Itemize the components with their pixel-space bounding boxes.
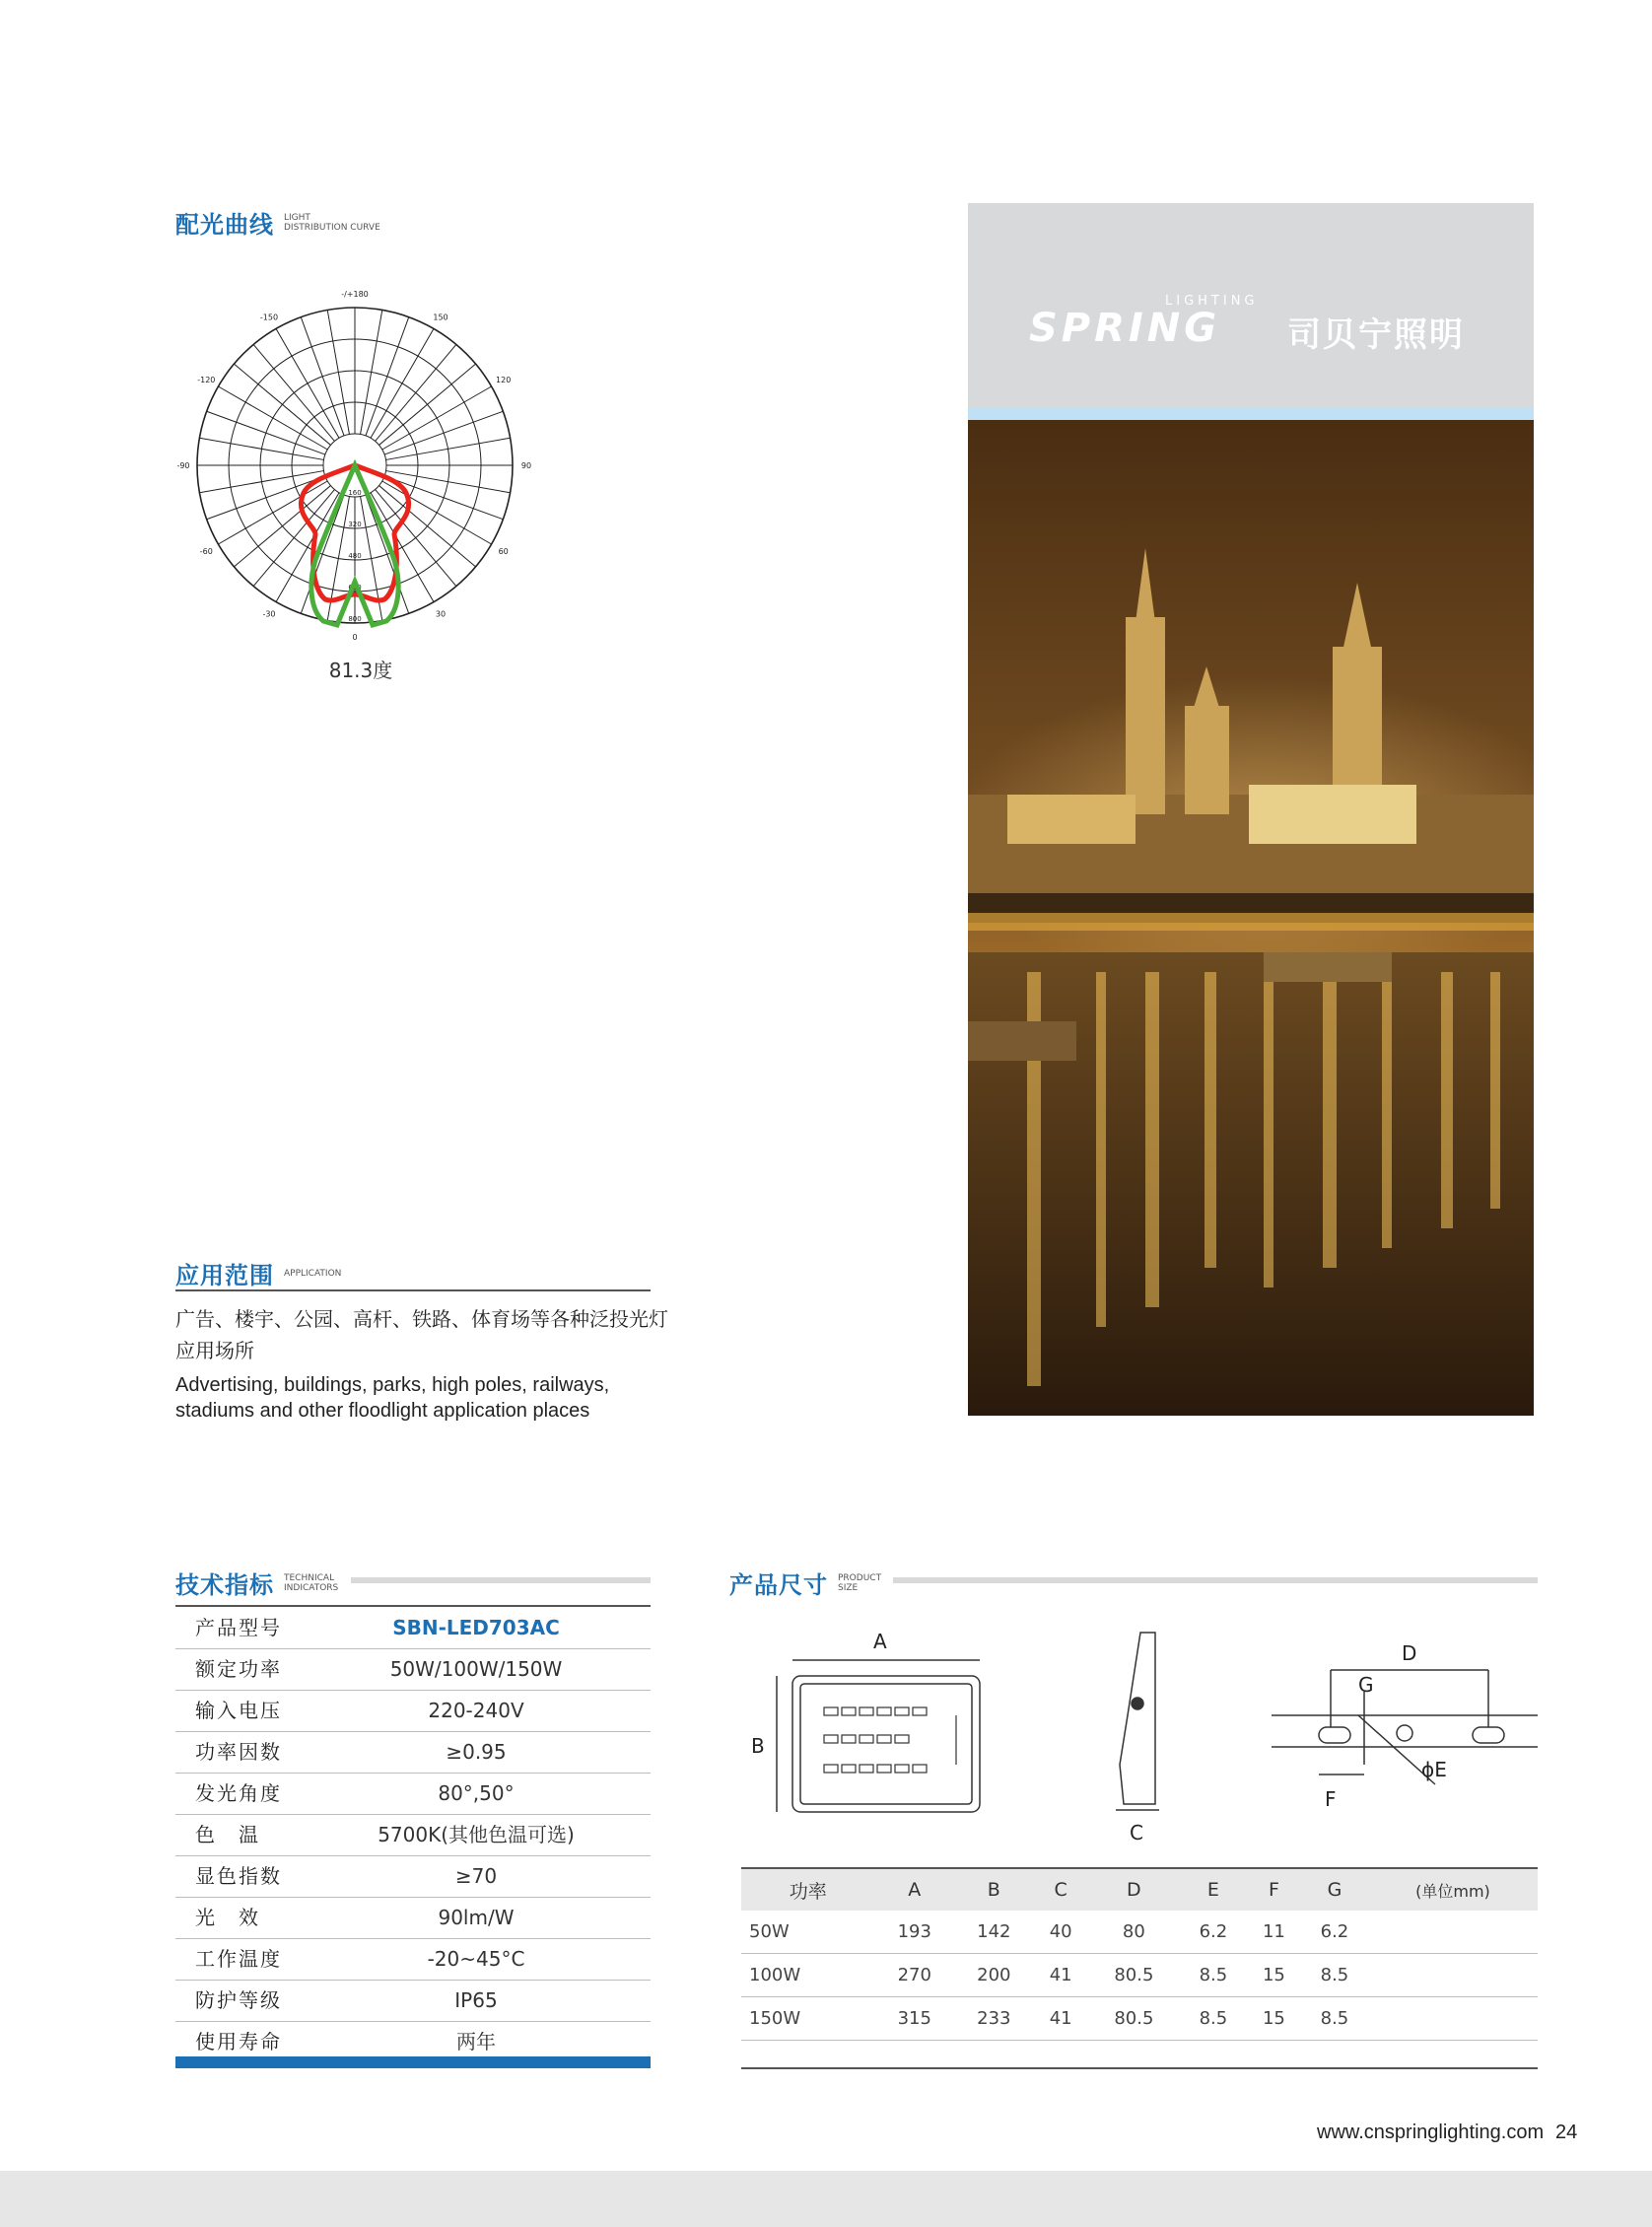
spec-row (175, 1773, 651, 1815)
spec-value: 220-240V (428, 1699, 524, 1722)
size-cell: 270 (874, 1954, 954, 1997)
polar-radial-label: 480 (348, 552, 362, 560)
beam-angle-label: 81.3度 (328, 659, 393, 682)
curve-title-cn: 配光曲线 (175, 211, 274, 239)
specs-section-title (175, 1566, 338, 1600)
size-cell: 80.5 (1088, 1954, 1180, 1997)
polar-spoke (384, 411, 503, 454)
polar-angle-label: -60 (199, 547, 213, 556)
polar-spoke (199, 438, 323, 459)
brand-sub: LIGHTING (1165, 294, 1259, 309)
size-section-title (729, 1566, 881, 1600)
polar-angle-label: 0 (352, 633, 358, 642)
size-title-en-1: PRODUCT (838, 1572, 882, 1583)
size-cell: 80.5 (1088, 1997, 1180, 2041)
spec-value: -20~45°C (427, 1947, 525, 1971)
size-cell: 100W (741, 1954, 874, 1997)
size-cell: 6.2 (1301, 1911, 1368, 1954)
polar-angle-label: 60 (498, 547, 509, 556)
application-divider (175, 1289, 651, 1291)
polar-distribution-chart (168, 286, 542, 661)
size-table-row (741, 1911, 1538, 1954)
size-cell: 50W (741, 1911, 874, 1954)
polar-spoke (207, 476, 325, 520)
spec-row (175, 1690, 651, 1732)
size-cell: 41 (1034, 1997, 1088, 2041)
spec-label: 色 温 (195, 1823, 260, 1846)
brand-header (968, 203, 1534, 408)
dim-label-c: C (1130, 1821, 1143, 1844)
polar-angle-label: -150 (259, 313, 279, 322)
specs-title-en-1: TECHNICAL (284, 1572, 335, 1583)
polar-angle-label: 30 (435, 609, 447, 619)
size-table-row (741, 1997, 1538, 2041)
polar-spoke (366, 317, 409, 436)
curve-title-en-1: LIGHT (284, 212, 310, 223)
application-section-title (175, 1256, 341, 1290)
size-cell: 8.5 (1301, 1997, 1368, 2041)
application-title-cn: 应用范围 (175, 1262, 274, 1289)
size-cell: 142 (954, 1911, 1034, 1954)
footer-bar (0, 2171, 1652, 2227)
application-text-en-line2: stadiums and other floodlight application places (175, 1400, 590, 1422)
specs-title-cn: 技术指标 (175, 1571, 274, 1599)
polar-spoke (207, 411, 325, 454)
spec-value: ≥0.95 (446, 1740, 507, 1764)
dim-label-d: D (1402, 1641, 1417, 1665)
polar-angle-label: -30 (262, 609, 276, 619)
size-cell: 6.2 (1180, 1911, 1247, 1954)
page-number: 24 (1555, 2122, 1578, 2143)
size-table-body (741, 1911, 1538, 2041)
city-night-photo (968, 420, 1534, 1416)
curve-section-title (175, 205, 380, 240)
polar-angle-label: -120 (197, 376, 216, 384)
size-header-cell: D (1088, 1869, 1180, 1911)
spec-row (175, 1938, 651, 1981)
size-cell-empty (1368, 1954, 1538, 1997)
size-cell: 15 (1247, 1997, 1301, 2041)
size-header-cell: F (1247, 1869, 1301, 1911)
brand-stripe (968, 408, 1534, 420)
size-cell: 8.5 (1180, 1954, 1247, 1997)
spec-label: 功率因数 (195, 1740, 282, 1764)
polar-angle-label: 120 (496, 376, 512, 384)
size-title-rule (893, 1577, 1538, 1583)
footer-url[interactable]: www.cnspringlighting.com (1317, 2122, 1545, 2143)
spec-label: 光 效 (195, 1906, 260, 1929)
size-cell: 80 (1088, 1911, 1180, 1954)
spec-value: 90lm/W (438, 1906, 515, 1929)
dim-label-b: B (751, 1734, 765, 1758)
brand-logo-name: SPRING (1029, 306, 1221, 351)
dim-label-e: ϕE (1421, 1758, 1447, 1781)
size-header-cell: 功率 (741, 1869, 874, 1911)
spec-row (175, 1814, 651, 1856)
spec-label: 输入电压 (195, 1699, 282, 1722)
curve-title-en (284, 213, 380, 233)
spec-row (175, 1980, 651, 2022)
polar-radial-label: 320 (348, 521, 362, 528)
size-table (741, 1869, 1538, 2041)
polar-angle-label: 90 (520, 461, 532, 470)
spec-label: 防护等级 (195, 1988, 282, 2012)
spec-value: 两年 (456, 2030, 496, 2053)
spec-value: 5700K(其他色温可选) (378, 1823, 575, 1846)
polar-radial-label: 160 (348, 489, 362, 497)
specs-bottom-bar (175, 2056, 651, 2068)
spec-label: 产品型号 (195, 1616, 282, 1639)
dim-label-f: F (1325, 1787, 1337, 1811)
application-text-cn-line1: 广告、楼宇、公园、高杆、铁路、体育场等各种泛投光灯 (175, 1307, 668, 1331)
size-cell: 200 (954, 1954, 1034, 1997)
brand-logo-cn: 司贝宁照明 (1287, 315, 1465, 355)
spec-label: 额定功率 (195, 1657, 282, 1681)
dimension-drawings (741, 1617, 1538, 1853)
application-text-en-line1: Advertising, buildings, parks, high poles, railways, (175, 1374, 610, 1396)
size-cell: 8.5 (1180, 1997, 1247, 2041)
spec-row (175, 1855, 651, 1898)
size-cell: 41 (1034, 1954, 1088, 1997)
specs-title-en (284, 1573, 338, 1593)
size-header-cell: A (874, 1869, 954, 1911)
size-title-en (838, 1573, 881, 1593)
spec-row (175, 1607, 651, 1649)
specs-title-rule (351, 1577, 651, 1583)
size-table-bottom-rule (741, 2067, 1538, 2069)
polar-spoke (386, 438, 511, 459)
dim-label-a: A (873, 1630, 887, 1653)
spec-label: 使用寿命 (195, 2030, 282, 2053)
polar-spoke (301, 317, 344, 436)
spec-row (175, 1648, 651, 1691)
size-header-cell: G (1301, 1869, 1368, 1911)
spec-label: 工作温度 (195, 1947, 282, 1971)
spec-value: 50W/100W/150W (389, 1657, 563, 1681)
application-title-en: APPLICATION (284, 1268, 342, 1279)
size-table-header (741, 1869, 1538, 1911)
size-title-en-2: SIZE (838, 1582, 859, 1593)
size-header-cell: B (954, 1869, 1034, 1911)
spec-label: 发光角度 (195, 1781, 282, 1805)
spec-value: ≥70 (454, 1864, 498, 1888)
application-text-en (175, 1372, 609, 1424)
spec-row (175, 1731, 651, 1774)
size-cell: 8.5 (1301, 1954, 1368, 1997)
size-cell: 315 (874, 1997, 954, 2041)
polar-spoke (327, 310, 349, 434)
spec-label: 显色指数 (195, 1864, 282, 1888)
size-cell-empty (1368, 1997, 1538, 2041)
size-header-cell: C (1034, 1869, 1088, 1911)
spec-value: SBN-LED703AC (392, 1616, 560, 1639)
application-text-cn (175, 1303, 668, 1366)
size-cell: 150W (741, 1997, 874, 2041)
polar-angle-label: -90 (176, 461, 190, 470)
polar-spoke (384, 476, 503, 520)
size-cell: 15 (1247, 1954, 1301, 1997)
curve-title-en-2: DISTRIBUTION CURVE (284, 222, 380, 233)
polar-angle-label: -/+180 (341, 290, 369, 299)
size-unit-cell: (单位mm) (1368, 1869, 1538, 1911)
spec-value: IP65 (454, 1988, 498, 2012)
size-cell: 40 (1034, 1911, 1088, 1954)
polar-spoke (361, 310, 382, 434)
polar-radial-label: 640 (348, 584, 362, 592)
spec-row (175, 1897, 651, 1939)
polar-angle-label: 150 (433, 313, 448, 322)
specs-title-en-2: INDICATORS (284, 1582, 339, 1593)
size-cell-empty (1368, 1911, 1538, 1954)
size-header-cell: E (1180, 1869, 1247, 1911)
size-cell: 233 (954, 1997, 1034, 2041)
size-table-row (741, 1954, 1538, 1997)
size-cell: 193 (874, 1911, 954, 1954)
spec-value: 80°,50° (438, 1781, 515, 1805)
size-title-cn: 产品尺寸 (729, 1571, 828, 1599)
size-cell: 11 (1247, 1911, 1301, 1954)
polar-radial-label: 800 (348, 615, 362, 623)
application-text-cn-line2: 应用场所 (175, 1339, 254, 1362)
dim-label-g: G (1358, 1673, 1374, 1697)
